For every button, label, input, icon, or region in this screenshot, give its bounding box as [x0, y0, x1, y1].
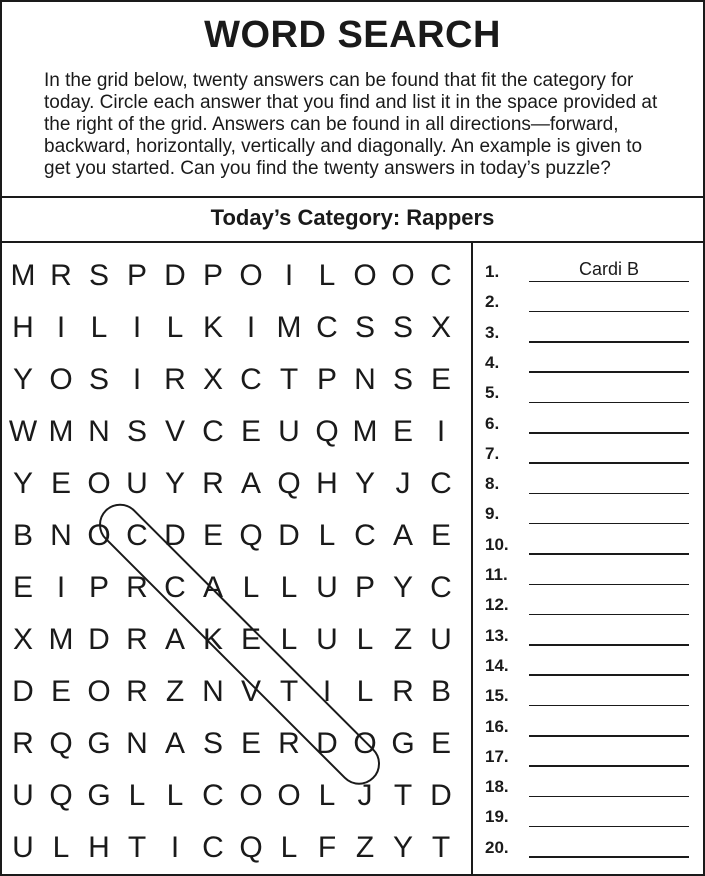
grid-letter[interactable]: S: [126, 415, 147, 448]
grid-letter[interactable]: G: [391, 727, 415, 760]
grid-letter[interactable]: D: [316, 727, 338, 760]
grid-letter[interactable]: E: [430, 727, 451, 760]
grid-letter[interactable]: O: [277, 779, 301, 812]
grid-letter[interactable]: Y: [12, 467, 33, 500]
grid-letter[interactable]: E: [12, 571, 33, 604]
answer-number: 13.: [485, 625, 509, 645]
grid-letter[interactable]: T: [431, 831, 451, 864]
grid-letter[interactable]: S: [392, 363, 413, 396]
grid-letter[interactable]: N: [202, 675, 224, 708]
grid-letter[interactable]: Q: [315, 415, 339, 448]
grid-row: [2, 406, 471, 458]
grid-letter[interactable]: D: [164, 519, 186, 552]
grid-letter[interactable]: O: [391, 259, 415, 292]
grid-letter[interactable]: Z: [165, 675, 185, 708]
answer-number: 10.: [485, 534, 509, 554]
grid-letter[interactable]: X: [430, 311, 451, 344]
instructions-text: In the grid below, twenty answers can be found that fit the category for today. Circle each answer that you find and list it in the space provided at the right of the grid. Answers can be found in all directions—forward, backward, horizontally, vertically and diagonally. An example is given to get you started. Can you find the twenty answers in today’s puzzle?: [44, 70, 658, 179]
grid-letter[interactable]: A: [392, 519, 413, 552]
grid-letter[interactable]: A: [164, 727, 185, 760]
grid-letter[interactable]: Y: [392, 571, 413, 604]
grid-letter[interactable]: I: [56, 571, 66, 604]
answer-line-20[interactable]: [485, 828, 689, 858]
grid-letter[interactable]: O: [353, 727, 377, 760]
grid-letter[interactable]: E: [50, 675, 71, 708]
grid-letter[interactable]: E: [240, 623, 261, 656]
grid-letter[interactable]: H: [88, 831, 110, 864]
divider-top: [2, 196, 703, 198]
grid-letter[interactable]: D: [88, 623, 110, 656]
grid-letter[interactable]: U: [316, 571, 338, 604]
grid-row: [2, 666, 471, 718]
answer-line-17[interactable]: [485, 737, 689, 767]
grid-letter[interactable]: U: [12, 779, 34, 812]
answer-number: 14.: [485, 655, 509, 675]
answer-number: 8.: [485, 474, 500, 494]
grid-letter[interactable]: R: [278, 727, 300, 760]
grid-letter[interactable]: W: [8, 415, 38, 448]
grid-letter[interactable]: E: [392, 415, 413, 448]
grid-letter[interactable]: C: [202, 779, 224, 812]
grid-letter[interactable]: H: [12, 311, 34, 344]
answer-line-19[interactable]: [485, 797, 689, 827]
grid-letter[interactable]: N: [126, 727, 148, 760]
grid-letter[interactable]: X: [202, 363, 223, 396]
grid-row: [2, 614, 471, 666]
grid-letter[interactable]: M: [48, 415, 74, 448]
grid-letter[interactable]: Y: [354, 467, 375, 500]
answer-number: 5.: [485, 383, 500, 403]
grid-letter[interactable]: D: [430, 779, 452, 812]
grid-letter[interactable]: R: [50, 259, 72, 292]
answer-number: 6.: [485, 413, 500, 433]
answer-line-4[interactable]: [485, 343, 689, 373]
answer-number: 17.: [485, 746, 509, 766]
grid-letter[interactable]: L: [280, 623, 298, 656]
grid-letter[interactable]: L: [90, 311, 108, 344]
grid-letter[interactable]: L: [242, 571, 260, 604]
answer-number: 9.: [485, 504, 500, 524]
answer-list: [473, 252, 703, 874]
grid-letter[interactable]: N: [88, 415, 110, 448]
grid-letter[interactable]: R: [126, 675, 148, 708]
answer-number: 12.: [485, 595, 509, 615]
grid-letter[interactable]: Y: [12, 363, 33, 396]
grid-letter[interactable]: J: [395, 467, 411, 500]
grid-letter[interactable]: R: [392, 675, 414, 708]
answer-line-8[interactable]: [485, 464, 689, 494]
grid-letter[interactable]: C: [316, 311, 338, 344]
answer-number: 19.: [485, 807, 509, 827]
grid-letter[interactable]: K: [202, 623, 223, 656]
grid-row: [2, 770, 471, 822]
grid-letter[interactable]: Z: [355, 831, 375, 864]
grid-letter[interactable]: U: [12, 831, 34, 864]
grid-letter[interactable]: Y: [392, 831, 413, 864]
answer-number: 18.: [485, 777, 509, 797]
grid-letter[interactable]: T: [393, 779, 413, 812]
grid-letter[interactable]: T: [279, 675, 299, 708]
grid-letter[interactable]: Q: [239, 519, 263, 552]
grid-letter[interactable]: I: [132, 311, 142, 344]
answer-line-11[interactable]: [485, 555, 689, 585]
grid-letter[interactable]: L: [128, 779, 146, 812]
grid-letter[interactable]: P: [354, 571, 375, 604]
grid-letter[interactable]: C: [202, 415, 224, 448]
grid-letter[interactable]: C: [430, 467, 452, 500]
grid-letter[interactable]: R: [126, 623, 148, 656]
grid-letter[interactable]: E: [430, 363, 451, 396]
answer-blank-line: [529, 856, 689, 858]
answer-number: 15.: [485, 686, 509, 706]
grid-letter[interactable]: I: [246, 311, 256, 344]
grid-letter[interactable]: C: [430, 259, 452, 292]
grid-letter[interactable]: R: [126, 571, 148, 604]
grid-letter[interactable]: L: [356, 675, 374, 708]
answer-line-18[interactable]: [485, 767, 689, 797]
grid-row: [2, 458, 471, 510]
grid-letter[interactable]: E: [430, 519, 451, 552]
grid-letter[interactable]: M: [352, 415, 378, 448]
grid-letter[interactable]: S: [392, 311, 413, 344]
letter-grid[interactable]: [2, 250, 471, 874]
grid-letter[interactable]: C: [164, 571, 186, 604]
grid-letter[interactable]: E: [240, 727, 261, 760]
grid-letter[interactable]: L: [356, 623, 374, 656]
grid-letter[interactable]: I: [322, 675, 332, 708]
grid-letter[interactable]: L: [280, 831, 298, 864]
answer-line-14[interactable]: [485, 646, 689, 676]
grid-letter[interactable]: O: [239, 259, 263, 292]
grid-letter[interactable]: E: [240, 415, 261, 448]
grid-letter[interactable]: A: [164, 623, 185, 656]
grid-letter[interactable]: C: [126, 519, 148, 552]
answer-line-5[interactable]: [485, 373, 689, 403]
answer-line-7[interactable]: [485, 434, 689, 464]
grid-letter[interactable]: J: [357, 779, 373, 812]
grid-letter[interactable]: N: [50, 519, 72, 552]
answer-number: 7.: [485, 443, 500, 463]
grid-letter[interactable]: I: [170, 831, 180, 864]
answer-number: 3.: [485, 322, 500, 342]
grid-letter[interactable]: P: [88, 571, 109, 604]
answer-line-12[interactable]: [485, 585, 689, 615]
grid-row: [2, 822, 471, 874]
grid-letter[interactable]: M: [10, 259, 36, 292]
answer-line-13[interactable]: [485, 616, 689, 646]
answer-number: 2.: [485, 292, 500, 312]
grid-letter[interactable]: I: [132, 363, 142, 396]
grid-letter[interactable]: C: [240, 363, 262, 396]
answer-line-10[interactable]: [485, 525, 689, 555]
grid-letter[interactable]: R: [202, 467, 224, 500]
grid-letter[interactable]: I: [56, 311, 66, 344]
grid-letter[interactable]: S: [88, 259, 109, 292]
grid-letter[interactable]: R: [164, 363, 186, 396]
grid-letter[interactable]: I: [284, 259, 294, 292]
answer-number: 20.: [485, 837, 509, 857]
grid-letter[interactable]: L: [318, 259, 336, 292]
grid-letter[interactable]: V: [240, 675, 261, 708]
grid-row: [2, 718, 471, 770]
grid-letter[interactable]: L: [166, 311, 184, 344]
answer-number: 1.: [485, 262, 500, 281]
grid-letter[interactable]: O: [353, 259, 377, 292]
grid-letter[interactable]: D: [278, 519, 300, 552]
grid-letter[interactable]: U: [316, 623, 338, 656]
grid-letter[interactable]: S: [354, 311, 375, 344]
answer-line-16[interactable]: [485, 707, 689, 737]
grid-letter[interactable]: T: [279, 363, 299, 396]
grid-letter[interactable]: O: [239, 779, 263, 812]
grid-letter[interactable]: Q: [277, 467, 301, 500]
grid-letter[interactable]: M: [276, 311, 302, 344]
grid-row: [2, 354, 471, 406]
answer-line-15[interactable]: [485, 676, 689, 706]
answer-line-9[interactable]: [485, 494, 689, 524]
grid-row: [2, 562, 471, 614]
grid-letter[interactable]: B: [12, 519, 33, 552]
grid-letter[interactable]: Q: [49, 727, 73, 760]
grid-letter[interactable]: O: [49, 363, 73, 396]
answer-line-3[interactable]: [485, 313, 689, 343]
grid-letter[interactable]: E: [202, 519, 223, 552]
grid-letter[interactable]: D: [164, 259, 186, 292]
grid-letter[interactable]: A: [202, 571, 223, 604]
answer-line-6[interactable]: [485, 404, 689, 434]
grid-letter[interactable]: R: [12, 727, 34, 760]
grid-letter[interactable]: C: [430, 571, 452, 604]
grid-letter[interactable]: Q: [49, 779, 73, 812]
grid-letter[interactable]: S: [88, 363, 109, 396]
grid-letter[interactable]: L: [318, 779, 336, 812]
answer-line-2[interactable]: [485, 282, 689, 312]
grid-letter[interactable]: C: [354, 519, 376, 552]
grid-letter[interactable]: A: [240, 467, 261, 500]
grid-letter[interactable]: L: [166, 779, 184, 812]
grid-letter[interactable]: O: [87, 467, 111, 500]
grid-letter[interactable]: X: [12, 623, 33, 656]
grid-letter[interactable]: N: [354, 363, 376, 396]
grid-letter[interactable]: O: [87, 675, 111, 708]
grid-row: [2, 302, 471, 354]
grid-letter[interactable]: M: [48, 623, 74, 656]
grid-letter[interactable]: P: [316, 363, 337, 396]
grid-row: [2, 510, 471, 562]
grid-letter[interactable]: L: [318, 519, 336, 552]
grid-letter[interactable]: F: [317, 831, 337, 864]
divider-category: [2, 241, 703, 243]
category-label: Today’s Category: Rappers: [210, 205, 495, 230]
answer-value[interactable]: Cardi B: [578, 259, 640, 279]
grid-letter[interactable]: B: [430, 675, 451, 708]
grid-letter[interactable]: G: [87, 779, 111, 812]
page-title: WORD SEARCH: [204, 14, 501, 56]
grid-letter[interactable]: U: [126, 467, 148, 500]
grid-letter[interactable]: G: [87, 727, 111, 760]
grid-letter[interactable]: S: [202, 727, 223, 760]
grid-row: [2, 250, 471, 302]
answer-number: 11.: [485, 565, 508, 584]
grid-letter[interactable]: P: [202, 259, 223, 292]
grid-letter[interactable]: T: [127, 831, 147, 864]
grid-letter[interactable]: E: [50, 467, 71, 500]
grid-letter[interactable]: L: [280, 571, 298, 604]
grid-letter[interactable]: I: [436, 415, 446, 448]
grid-letter[interactable]: U: [278, 415, 300, 448]
grid-letter[interactable]: C: [202, 831, 224, 864]
grid-letter[interactable]: Q: [239, 831, 263, 864]
answer-number: 16.: [485, 716, 509, 736]
grid-letter[interactable]: Y: [164, 467, 185, 500]
answer-line-1[interactable]: [485, 252, 689, 282]
grid-letter[interactable]: V: [164, 415, 185, 448]
grid-letter[interactable]: D: [12, 675, 34, 708]
grid-letter[interactable]: U: [430, 623, 452, 656]
grid-letter[interactable]: P: [126, 259, 147, 292]
answer-number: 4.: [485, 352, 500, 372]
grid-letter[interactable]: Z: [393, 623, 413, 656]
grid-letter[interactable]: K: [202, 311, 223, 344]
grid-letter[interactable]: O: [87, 519, 111, 552]
grid-letter[interactable]: L: [52, 831, 70, 864]
grid-letter[interactable]: H: [316, 467, 338, 500]
